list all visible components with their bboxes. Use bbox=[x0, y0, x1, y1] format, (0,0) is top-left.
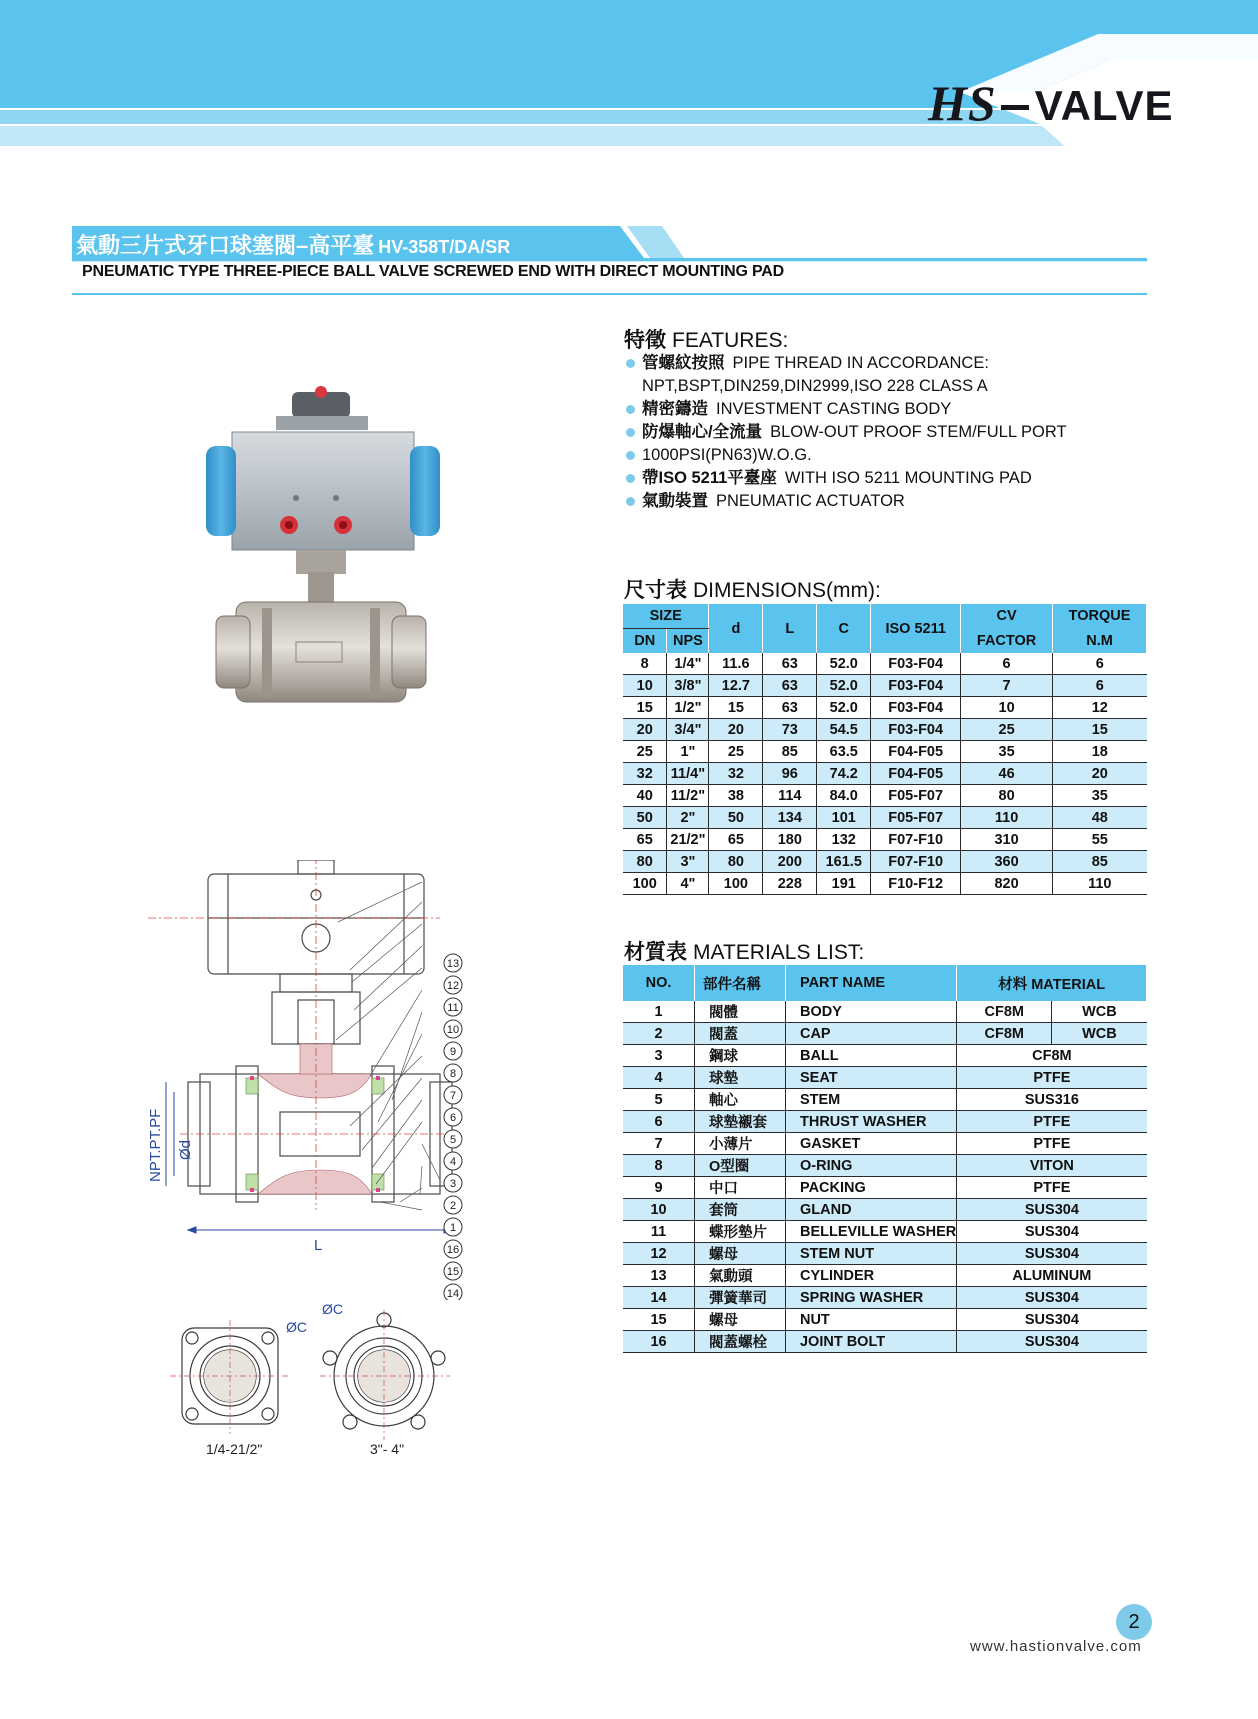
feature-en: PNEUMATIC ACTUATOR bbox=[716, 492, 905, 510]
bullet-icon bbox=[626, 451, 635, 460]
table-cell: 54.5 bbox=[817, 719, 871, 741]
table-cell: 中口 bbox=[695, 1177, 786, 1199]
flange-c-label-1: ØC bbox=[286, 1319, 307, 1335]
table-cell: ALUMINUM bbox=[957, 1265, 1147, 1287]
table-row bbox=[623, 1243, 1147, 1265]
table-row bbox=[623, 1309, 1147, 1331]
features-heading bbox=[624, 324, 788, 354]
table-cell: 161.5 bbox=[817, 851, 871, 873]
materials-body bbox=[623, 1001, 1147, 1353]
table-cell: 螺母 bbox=[695, 1309, 786, 1331]
logo-valve-text: VALVE bbox=[1034, 82, 1174, 129]
title-band bbox=[72, 226, 1147, 296]
table-cell: 32 bbox=[709, 763, 763, 785]
table-cell: 63 bbox=[763, 653, 817, 675]
table-cell: 10 bbox=[623, 675, 667, 697]
table-cell: 310 bbox=[961, 829, 1053, 851]
table-cell: SUS304 bbox=[957, 1221, 1147, 1243]
table-cell: PTFE bbox=[957, 1133, 1147, 1155]
feature-en: 1000PSI(PN63)W.O.G. bbox=[642, 446, 812, 464]
table-cell: NUT bbox=[785, 1309, 956, 1331]
table-cell: 52.0 bbox=[817, 675, 871, 697]
table-cell: 100 bbox=[623, 873, 667, 895]
flange-c-label-2: ØC bbox=[322, 1301, 343, 1317]
feature-item bbox=[626, 444, 1146, 467]
table-row bbox=[623, 829, 1147, 851]
table-cell: 軸心 bbox=[695, 1089, 786, 1111]
table-cell: 球墊襯套 bbox=[695, 1111, 786, 1133]
table-cell: 18 bbox=[1053, 741, 1147, 763]
table-cell: 820 bbox=[961, 873, 1053, 895]
feature-en: BLOW-OUT PROOF STEM/FULL PORT bbox=[770, 423, 1067, 441]
callout-label: 5 bbox=[449, 1134, 457, 1146]
callout-label: 4 bbox=[449, 1156, 457, 1168]
bullet-icon bbox=[626, 405, 635, 414]
table-row bbox=[623, 1265, 1147, 1287]
features-list bbox=[626, 352, 1146, 513]
table-row bbox=[623, 697, 1147, 719]
table-cell: 65 bbox=[623, 829, 667, 851]
table-cell: 25 bbox=[709, 741, 763, 763]
table-cell: 彈簧華司 bbox=[695, 1287, 786, 1309]
table-cell: 15 bbox=[709, 697, 763, 719]
table-cell: BODY bbox=[785, 1001, 956, 1023]
table-cell: 63 bbox=[763, 697, 817, 719]
table-cell: 52.0 bbox=[817, 653, 871, 675]
materials-heading-cn: 材質表 bbox=[624, 941, 687, 964]
table-cell: O型圈 bbox=[695, 1155, 786, 1177]
logo-hs-text: HS bbox=[928, 75, 997, 131]
feature-en: NPT,BSPT,DIN259,DIN2999,ISO 228 CLASS A bbox=[642, 377, 988, 395]
table-cell: 7 bbox=[961, 675, 1053, 697]
title-chinese bbox=[76, 229, 510, 260]
table-cell: 氣動頭 bbox=[695, 1265, 786, 1287]
table-cell: 40 bbox=[623, 785, 667, 807]
table-cell: F03-F04 bbox=[871, 719, 961, 741]
length-label: L bbox=[314, 1237, 323, 1254]
flange-large-label: 3"- 4" bbox=[370, 1441, 405, 1457]
table-cell: 15 bbox=[1053, 719, 1147, 741]
table-cell: F05-F07 bbox=[871, 807, 961, 829]
table-cell: F03-F04 bbox=[871, 653, 961, 675]
feature-cn: 防爆軸心/全流量 bbox=[642, 423, 763, 441]
table-cell: 3/8" bbox=[667, 675, 709, 697]
table-cell: 3 bbox=[623, 1045, 695, 1067]
npt-label: NPT.PT.PF bbox=[147, 1108, 164, 1182]
callout-label: 15 bbox=[446, 1266, 460, 1278]
table-cell: 20 bbox=[709, 719, 763, 741]
table-cell: 38 bbox=[709, 785, 763, 807]
dimensions-body bbox=[623, 653, 1147, 895]
table-cell: 球墊 bbox=[695, 1067, 786, 1089]
table-cell: CAP bbox=[785, 1023, 956, 1045]
website-url: www.hastionvalve.com bbox=[970, 1638, 1142, 1655]
table-cell: 20 bbox=[623, 719, 667, 741]
table-row bbox=[623, 653, 1147, 675]
table-cell: 110 bbox=[961, 807, 1053, 829]
col-cv: CV bbox=[961, 604, 1053, 629]
table-cell: 閥蓋 bbox=[695, 1023, 786, 1045]
table-cell: CF8M bbox=[957, 1045, 1147, 1067]
table-cell: 15 bbox=[623, 697, 667, 719]
table-cell: SUS304 bbox=[957, 1243, 1147, 1265]
col-cv-factor: FACTOR bbox=[961, 629, 1053, 654]
table-row bbox=[623, 1089, 1147, 1111]
table-cell: STEM bbox=[785, 1089, 956, 1111]
col-size: SIZE bbox=[623, 604, 709, 629]
table-row bbox=[623, 763, 1147, 785]
dimensions-heading bbox=[624, 574, 881, 604]
col-dn: DN bbox=[623, 629, 667, 654]
col-d: d bbox=[709, 604, 763, 653]
table-cell: 35 bbox=[1053, 785, 1147, 807]
dimensions-table bbox=[623, 604, 1147, 895]
table-cell: 73 bbox=[763, 719, 817, 741]
table-cell: PACKING bbox=[785, 1177, 956, 1199]
callout-label: 11 bbox=[447, 1002, 459, 1014]
features-heading-cn: 特徵 bbox=[624, 329, 666, 352]
table-cell: 6 bbox=[961, 653, 1053, 675]
table-cell: 63.5 bbox=[817, 741, 871, 763]
table-cell: 1" bbox=[667, 741, 709, 763]
table-cell: 8 bbox=[623, 653, 667, 675]
table-cell: 15 bbox=[623, 1309, 695, 1331]
dimensions-heading-en: DIMENSIONS(mm): bbox=[693, 579, 881, 602]
product-photo bbox=[196, 380, 486, 765]
table-cell: 63 bbox=[763, 675, 817, 697]
feature-item bbox=[626, 421, 1146, 444]
col-torque: TORQUE bbox=[1053, 604, 1147, 629]
table-cell: 閥蓋螺栓 bbox=[695, 1331, 786, 1353]
col-iso: ISO 5211 bbox=[871, 604, 961, 653]
callout-label: 9 bbox=[449, 1046, 457, 1058]
bullet-icon bbox=[626, 428, 635, 437]
page-number: 2 bbox=[1116, 1604, 1152, 1640]
table-cell: SUS304 bbox=[957, 1331, 1147, 1353]
table-cell: 84.0 bbox=[817, 785, 871, 807]
table-cell: F03-F04 bbox=[871, 697, 961, 719]
callout-label: 6 bbox=[449, 1112, 457, 1124]
table-cell: 11.6 bbox=[709, 653, 763, 675]
table-cell: THRUST WASHER bbox=[785, 1111, 956, 1133]
table-cell: 101 bbox=[817, 807, 871, 829]
table-cell: F07-F10 bbox=[871, 829, 961, 851]
table-row bbox=[623, 1001, 1147, 1023]
feature-en: INVESTMENT CASTING BODY bbox=[716, 400, 952, 418]
brand-logo bbox=[928, 74, 1174, 134]
flange-small-label: 1/4-21/2" bbox=[206, 1441, 263, 1457]
col-C: C bbox=[817, 604, 871, 653]
table-cell: 蝶形墊片 bbox=[695, 1221, 786, 1243]
table-cell: 4 bbox=[623, 1067, 695, 1089]
materials-heading bbox=[624, 936, 864, 966]
table-cell: 1/4" bbox=[667, 653, 709, 675]
table-cell: 85 bbox=[763, 741, 817, 763]
table-cell: 13 bbox=[623, 1265, 695, 1287]
callout-label: 10 bbox=[446, 1024, 460, 1036]
bore-label: Ød bbox=[177, 1139, 194, 1160]
table-cell: 12 bbox=[1053, 697, 1147, 719]
model-number: HV-358T/DA/SR bbox=[378, 237, 511, 257]
table-cell: 50 bbox=[623, 807, 667, 829]
table-cell: 3/4" bbox=[667, 719, 709, 741]
feature-cn: 氣動裝置 bbox=[642, 492, 708, 510]
table-cell: WCB bbox=[1052, 1023, 1147, 1045]
table-cell: PTFE bbox=[957, 1111, 1147, 1133]
table-cell: 1/2" bbox=[667, 697, 709, 719]
table-cell: 20 bbox=[1053, 763, 1147, 785]
table-cell: F04-F05 bbox=[871, 763, 961, 785]
table-cell: 25 bbox=[961, 719, 1053, 741]
table-cell: 16 bbox=[623, 1331, 695, 1353]
table-row bbox=[623, 675, 1147, 697]
table-cell: 14 bbox=[623, 1287, 695, 1309]
table-row bbox=[623, 1331, 1147, 1353]
callout-label: 14 bbox=[446, 1288, 460, 1300]
table-cell: 6 bbox=[1053, 653, 1147, 675]
callout-label: 13 bbox=[446, 958, 460, 970]
table-cell: CF8M bbox=[957, 1001, 1052, 1023]
table-cell: 132 bbox=[817, 829, 871, 851]
table-cell: 9 bbox=[623, 1177, 695, 1199]
table-cell: F10-F12 bbox=[871, 873, 961, 895]
table-cell: 5 bbox=[623, 1089, 695, 1111]
table-cell: 80 bbox=[961, 785, 1053, 807]
bullet-icon bbox=[626, 359, 635, 368]
callout-label: 16 bbox=[446, 1244, 460, 1256]
table-cell: 80 bbox=[623, 851, 667, 873]
table-cell: 228 bbox=[763, 873, 817, 895]
table-row bbox=[623, 1023, 1147, 1045]
table-cell: 100 bbox=[709, 873, 763, 895]
table-cell: 25 bbox=[623, 741, 667, 763]
callout-label: 1 bbox=[449, 1222, 457, 1234]
table-row bbox=[623, 1199, 1147, 1221]
table-row bbox=[623, 807, 1147, 829]
table-cell: 55 bbox=[1053, 829, 1147, 851]
col-no: NO. bbox=[623, 965, 695, 1001]
table-cell: F03-F04 bbox=[871, 675, 961, 697]
table-cell: 10 bbox=[961, 697, 1053, 719]
table-cell: 2" bbox=[667, 807, 709, 829]
materials-heading-en: MATERIALS LIST: bbox=[693, 941, 865, 964]
table-cell: 85 bbox=[1053, 851, 1147, 873]
materials-table bbox=[623, 965, 1147, 1353]
table-cell: 螺母 bbox=[695, 1243, 786, 1265]
table-cell: STEM NUT bbox=[785, 1243, 956, 1265]
col-part-cn: 部件名稱 bbox=[695, 965, 786, 1001]
callout-label: 7 bbox=[449, 1090, 457, 1102]
feature-en: WITH ISO 5211 MOUNTING PAD bbox=[784, 469, 1032, 487]
table-cell: 10 bbox=[623, 1199, 695, 1221]
table-cell: 110 bbox=[1053, 873, 1147, 895]
col-torque-unit: N.M bbox=[1053, 629, 1147, 654]
table-cell: WCB bbox=[1052, 1001, 1147, 1023]
bullet-icon bbox=[626, 497, 635, 506]
table-cell: SUS304 bbox=[957, 1309, 1147, 1331]
table-cell: F07-F10 bbox=[871, 851, 961, 873]
table-cell: SUS316 bbox=[957, 1089, 1147, 1111]
table-cell: 180 bbox=[763, 829, 817, 851]
callout-label: 12 bbox=[446, 980, 460, 992]
table-row bbox=[623, 1155, 1147, 1177]
title-english: PNEUMATIC TYPE THREE-PIECE BALL VALVE SCREWED END WITH DIRECT MOUNTING PAD bbox=[82, 263, 784, 280]
technical-drawing bbox=[140, 860, 485, 1300]
feature-item bbox=[626, 467, 1146, 490]
col-L: L bbox=[763, 604, 817, 653]
callout-label: 8 bbox=[449, 1068, 457, 1080]
feature-en: PIPE THREAD IN ACCORDANCE: bbox=[732, 354, 989, 372]
table-cell: 360 bbox=[961, 851, 1053, 873]
table-cell: 35 bbox=[961, 741, 1053, 763]
table-cell: 6 bbox=[623, 1111, 695, 1133]
table-cell: 191 bbox=[817, 873, 871, 895]
table-cell: 50 bbox=[709, 807, 763, 829]
table-cell: 21/2" bbox=[667, 829, 709, 851]
table-row bbox=[623, 851, 1147, 873]
table-cell: O-RING bbox=[785, 1155, 956, 1177]
col-material: 材料 MATERIAL bbox=[957, 965, 1147, 1001]
table-cell: GASKET bbox=[785, 1133, 956, 1155]
table-cell: 52.0 bbox=[817, 697, 871, 719]
feature-item bbox=[626, 398, 1146, 421]
table-cell: PTFE bbox=[957, 1177, 1147, 1199]
table-cell: 11/2" bbox=[667, 785, 709, 807]
table-cell: 80 bbox=[709, 851, 763, 873]
callout-label: 2 bbox=[449, 1200, 457, 1212]
table-cell: VITON bbox=[957, 1155, 1147, 1177]
col-nps: NPS bbox=[667, 629, 709, 654]
table-row bbox=[623, 1045, 1147, 1067]
table-cell: 32 bbox=[623, 763, 667, 785]
title-cn-text: 氣動三片式牙口球塞閥–高平臺 bbox=[76, 233, 375, 258]
bullet-icon bbox=[626, 474, 635, 483]
table-cell: 12 bbox=[623, 1243, 695, 1265]
table-row bbox=[623, 1111, 1147, 1133]
callout-label: 3 bbox=[449, 1178, 457, 1190]
flange-views bbox=[170, 1300, 465, 1460]
table-cell: PTFE bbox=[957, 1067, 1147, 1089]
table-row bbox=[623, 719, 1147, 741]
table-cell: 鋼球 bbox=[695, 1045, 786, 1067]
table-cell: 閥體 bbox=[695, 1001, 786, 1023]
feature-item bbox=[626, 490, 1146, 513]
table-row bbox=[623, 1133, 1147, 1155]
table-cell: SEAT bbox=[785, 1067, 956, 1089]
table-cell: 4" bbox=[667, 873, 709, 895]
table-cell: 套筒 bbox=[695, 1199, 786, 1221]
dimensions-heading-cn: 尺寸表 bbox=[624, 579, 687, 602]
table-cell: F04-F05 bbox=[871, 741, 961, 763]
table-cell: 8 bbox=[623, 1155, 695, 1177]
table-cell: SPRING WASHER bbox=[785, 1287, 956, 1309]
table-cell: CYLINDER bbox=[785, 1265, 956, 1287]
table-cell: 134 bbox=[763, 807, 817, 829]
table-row bbox=[623, 1177, 1147, 1199]
table-cell: 6 bbox=[1053, 675, 1147, 697]
table-cell: 65 bbox=[709, 829, 763, 851]
feature-cn: 管螺紋按照 bbox=[642, 354, 725, 372]
table-row bbox=[623, 873, 1147, 895]
feature-item bbox=[626, 375, 1146, 398]
col-part-en: PART NAME bbox=[785, 965, 956, 1001]
table-row bbox=[623, 1067, 1147, 1089]
table-cell: 2 bbox=[623, 1023, 695, 1045]
feature-cn: 精密鑄造 bbox=[642, 400, 708, 418]
table-cell: 48 bbox=[1053, 807, 1147, 829]
table-cell: 200 bbox=[763, 851, 817, 873]
table-cell: GLAND bbox=[785, 1199, 956, 1221]
table-cell: 46 bbox=[961, 763, 1053, 785]
table-cell: SUS304 bbox=[957, 1199, 1147, 1221]
table-row bbox=[623, 1287, 1147, 1309]
table-cell: CF8M bbox=[957, 1023, 1052, 1045]
features-heading-en: FEATURES: bbox=[672, 329, 789, 352]
table-cell: JOINT BOLT bbox=[785, 1331, 956, 1353]
table-cell: 3" bbox=[667, 851, 709, 873]
table-cell: 114 bbox=[763, 785, 817, 807]
table-cell: 小薄片 bbox=[695, 1133, 786, 1155]
table-cell: SUS304 bbox=[957, 1287, 1147, 1309]
table-cell: 74.2 bbox=[817, 763, 871, 785]
feature-item bbox=[626, 352, 1146, 375]
table-cell: BELLEVILLE WASHER bbox=[785, 1221, 956, 1243]
table-row bbox=[623, 785, 1147, 807]
table-cell: 7 bbox=[623, 1133, 695, 1155]
table-cell: 1 bbox=[623, 1001, 695, 1023]
table-cell: BALL bbox=[785, 1045, 956, 1067]
table-cell: F05-F07 bbox=[871, 785, 961, 807]
feature-cn: 帶ISO 5211平臺座 bbox=[642, 469, 777, 487]
logo-dash bbox=[1001, 105, 1029, 110]
table-row bbox=[623, 741, 1147, 763]
table-cell: 11/4" bbox=[667, 763, 709, 785]
table-row bbox=[623, 1221, 1147, 1243]
table-cell: 12.7 bbox=[709, 675, 763, 697]
table-cell: 11 bbox=[623, 1221, 695, 1243]
table-cell: 96 bbox=[763, 763, 817, 785]
